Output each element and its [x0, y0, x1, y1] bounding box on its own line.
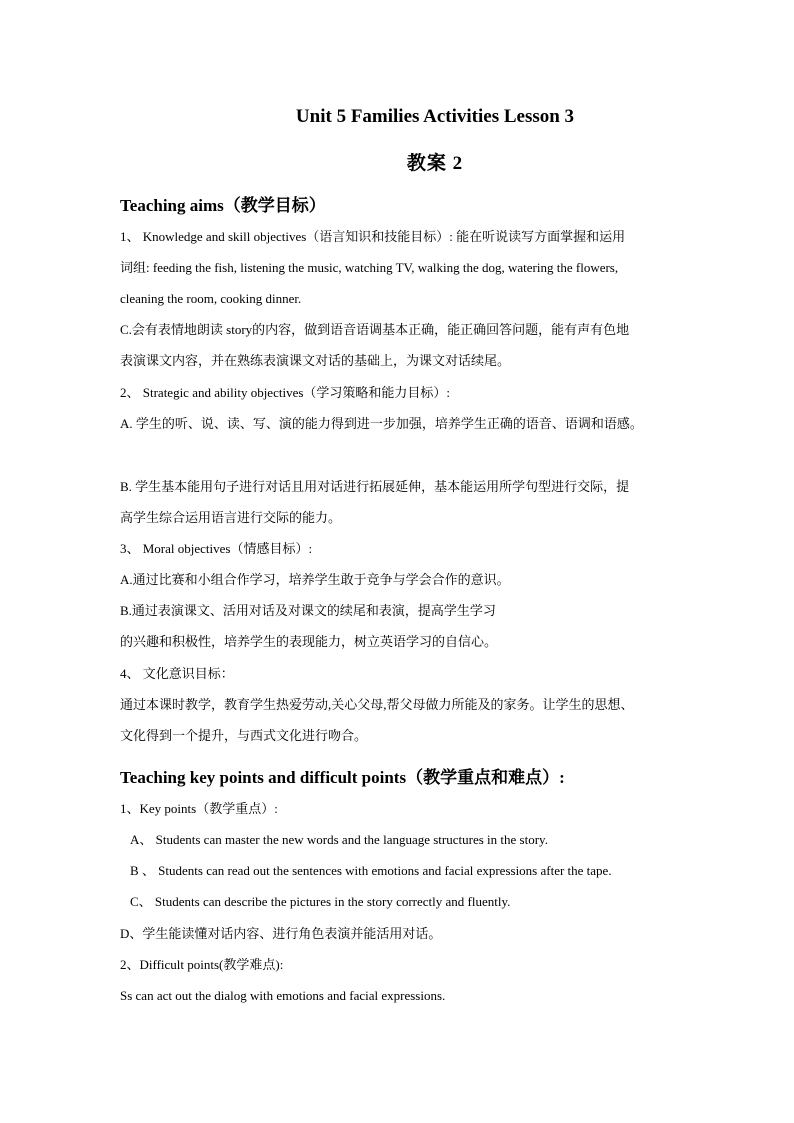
paragraph-line: 2、Difficult points(教学难点):	[120, 957, 284, 972]
paragraph-line: B 、 Students can read out the sentences with emotions and facial expressions after the tape.	[130, 863, 612, 878]
paragraph-line: 通过本课时教学，教育学生热爱劳动,关心父母,帮父母做力所能及的家务。让学生的思想、	[120, 697, 634, 712]
paragraph-line: 文化得到一个提升，与西式文化进行吻合。	[120, 728, 368, 743]
paragraph-line: 1、Key points（教学重点）:	[120, 801, 278, 816]
paragraph-line: D、学生能读懂对话内容、进行角色表演并能活用对话。	[120, 926, 442, 941]
paragraph-line: 4、 文化意识目标：	[120, 666, 234, 681]
paragraph-line: B.通过表演课文、活用对话及对课文的续尾和表演，提高学生学习	[120, 603, 496, 618]
paragraph-line: C、 Students can describe the pictures in the story correctly and fluently.	[130, 894, 511, 909]
document-title: Unit 5 Families Activities Lesson 3	[295, 106, 575, 127]
paragraph-line: A. 学生的听、说、读、写、演的能力得到进一步加强，培养学生正确的语音、语调和语感。	[120, 416, 643, 431]
paragraph-line: 3、 Moral objectives（情感目标）:	[120, 541, 313, 556]
paragraph-line: Ss can act out the dialog with emotions and facial expressions.	[120, 988, 446, 1003]
paragraph-line: 高学生综合运用语言进行交际的能力。	[120, 510, 342, 525]
paragraph-line: 词组: feeding the fish, listening the music, watching TV, walking the dog, watering the flowers,	[120, 260, 619, 275]
section-heading-aims: Teaching aims（教学目标）	[120, 196, 326, 215]
paragraph-line: C.会有表情地朗读 story的内容，做到语音语调基本正确，能正确回答问题，能有声有色地	[120, 322, 630, 337]
paragraph-line: cleaning the room, cooking dinner.	[120, 291, 302, 306]
paragraph-line: 的兴趣和积极性，培养学生的表现能力，树立英语学习的自信心。	[120, 634, 498, 649]
paragraph-line: A、 Students can master the new words and the language structures in the story.	[130, 832, 548, 847]
paragraph-line: 1、 Knowledge and skill objectives（语言知识和技能目标）: 能在听说读写方面掌握和运用	[120, 229, 626, 244]
section-heading-points: Teaching key points and difficult points（教学重点和难点）:	[120, 768, 565, 787]
paragraph-line: 2、 Strategic and ability objectives（学习策略和能力目标）:	[120, 385, 451, 400]
document-subtitle: 教案 2	[406, 153, 464, 174]
paragraph-line: 表演课文内容，并在熟练表演课文对话的基础上，为课文对话续尾。	[120, 353, 511, 368]
paragraph-line: B. 学生基本能用句子进行对话且用对话进行拓展延伸，基本能运用所学句型进行交际，提	[120, 479, 630, 494]
paragraph-line: A.通过比赛和小组合作学习，培养学生敢于竞争与学会合作的意识。	[120, 572, 510, 587]
